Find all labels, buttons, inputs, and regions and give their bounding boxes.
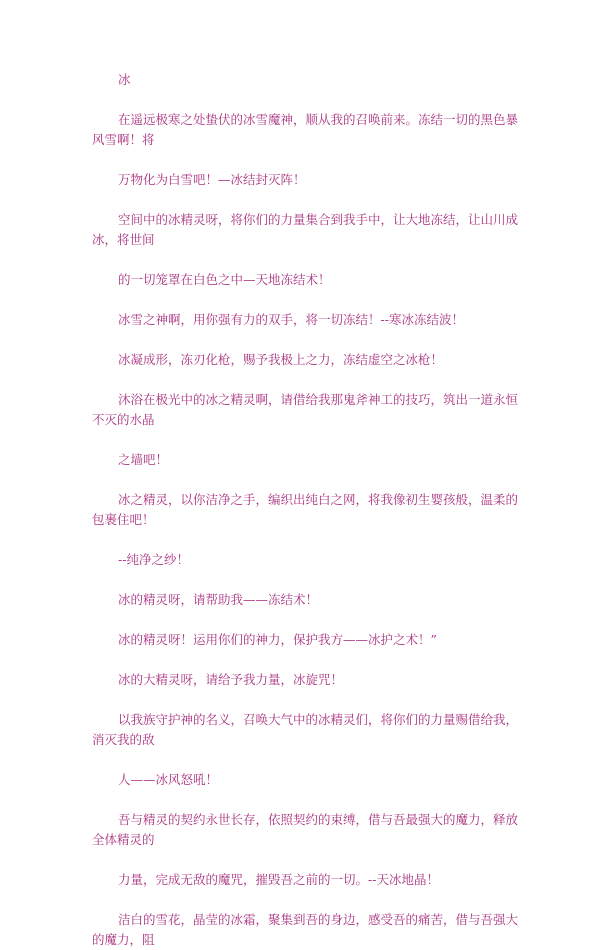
- paragraph: 吾与精灵的契约永世长存，依照契约的束缚，借与吾最强大的魔力，释放全体精灵的: [92, 812, 519, 847]
- paragraph: 冰的大精灵呀，请给予我力量，冰旋咒！: [118, 672, 344, 687]
- paragraph: 沐浴在极光中的冰之精灵啊，请借给我那鬼斧神工的技巧，筑出一道永恒不灭的水晶: [92, 392, 519, 427]
- document-body: [92, 70, 522, 950]
- paragraph: 以我族守护神的名义，召唤大气中的冰精灵们，将你们的力量赐借给我，消灭我的敌: [92, 712, 519, 747]
- paragraph: 人——冰风怒吼！: [118, 772, 219, 787]
- paragraph: 冰雪之神啊，用你强有力的双手，将一切冻结！--寒冰冻结波！: [118, 312, 464, 327]
- paragraph: 冰的精灵呀！运用你们的神力，保护我方——冰护之术！”: [118, 632, 437, 647]
- paragraph: 冰之精灵，以你洁净之手，编织出纯白之网，将我像初生婴孩般，温柔的包裹住吧！: [92, 492, 519, 527]
- paragraph: 在遥远极寒之处蛰伏的冰雪魔神，顺从我的召唤前来。冻结一切的黑色暴风雪啊！将: [92, 112, 519, 147]
- paragraph-title: 冰: [118, 72, 131, 87]
- paragraph: 之墙吧！: [118, 452, 169, 467]
- paragraph: 力量，完成无敌的魔咒，摧毁吾之前的一切。--天冰地晶！: [118, 872, 439, 887]
- paragraph: 洁白的雪花，晶莹的冰霜，聚集到吾的身边，感受吾的痛苦，借与吾强大的魔力，阻: [92, 912, 519, 947]
- paragraph: 的一切笼罩在白色之中—天地冻结术！: [118, 272, 331, 287]
- paragraph: 万物化为白雪吧！—冰结封灭阵！: [118, 172, 306, 187]
- paragraph: 冰的精灵呀，请帮助我——冻结术！: [118, 592, 319, 607]
- paragraph: 冰凝成形，冻刃化枪，赐予我极上之力，冻结虚空之冰枪！: [118, 352, 444, 367]
- paragraph: --纯净之纱！: [118, 552, 189, 567]
- paragraph: 空间中的冰精灵呀，将你们的力量集合到我手中，让大地冻结，让山川成冰，将世间: [92, 212, 519, 247]
